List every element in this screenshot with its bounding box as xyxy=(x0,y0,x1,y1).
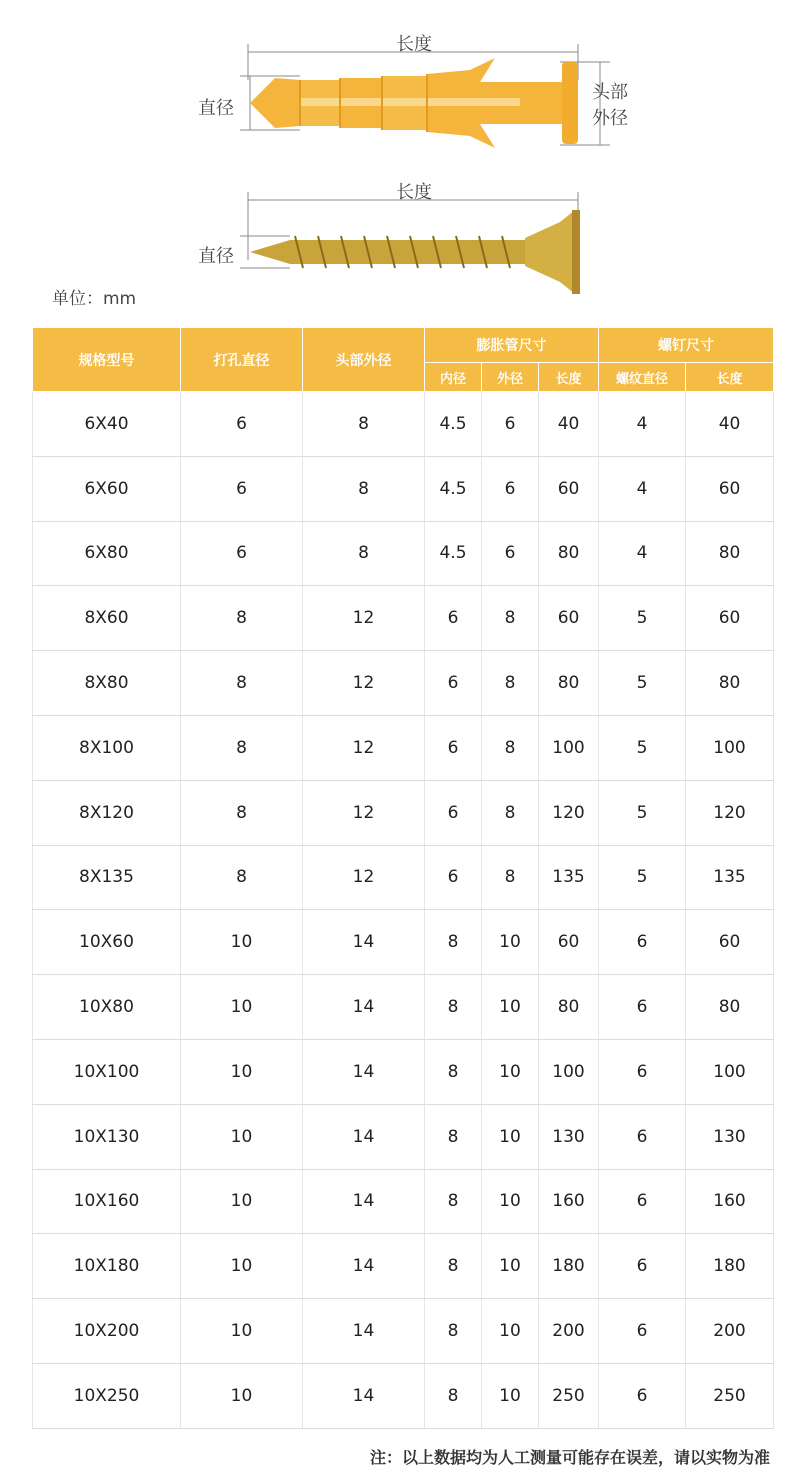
header-screw-size: 螺钉尺寸 xyxy=(599,328,774,363)
cell-outer: 8 xyxy=(482,780,539,845)
cell-drill-diameter: 10 xyxy=(181,1234,303,1299)
cell-drill-diameter: 10 xyxy=(181,1039,303,1104)
cell-screw-length: 80 xyxy=(686,521,774,586)
cell-thread-diameter: 4 xyxy=(599,392,686,457)
screw-icon xyxy=(250,210,580,294)
cell-anchor-length: 200 xyxy=(539,1299,599,1364)
cell-screw-length: 200 xyxy=(686,1299,774,1364)
cell-head-outer: 12 xyxy=(303,651,425,716)
cell-inner: 8 xyxy=(425,1234,482,1299)
cell-model: 10X130 xyxy=(33,1104,181,1169)
cell-inner: 8 xyxy=(425,1299,482,1364)
cell-anchor-length: 160 xyxy=(539,1169,599,1234)
anchor-length-label: 长度 xyxy=(396,34,432,55)
cell-anchor-length: 60 xyxy=(539,910,599,975)
cell-screw-length: 135 xyxy=(686,845,774,910)
cell-screw-length: 60 xyxy=(686,456,774,521)
cell-inner: 6 xyxy=(425,845,482,910)
cell-drill-diameter: 8 xyxy=(181,651,303,716)
cell-anchor-length: 80 xyxy=(539,651,599,716)
cell-model: 6X80 xyxy=(33,521,181,586)
screw-length-label: 长度 xyxy=(396,182,432,203)
cell-outer: 10 xyxy=(482,975,539,1040)
cell-head-outer: 14 xyxy=(303,1169,425,1234)
header-inner: 内径 xyxy=(425,363,482,392)
header-anchor-length: 长度 xyxy=(539,363,599,392)
cell-model: 6X40 xyxy=(33,392,181,457)
spec-table-body xyxy=(33,392,774,1429)
cell-screw-length: 80 xyxy=(686,651,774,716)
table-row xyxy=(33,456,774,521)
cell-inner: 8 xyxy=(425,1169,482,1234)
table-row xyxy=(33,1234,774,1299)
cell-drill-diameter: 6 xyxy=(181,456,303,521)
cell-inner: 6 xyxy=(425,651,482,716)
cell-head-outer: 8 xyxy=(303,521,425,586)
cell-screw-length: 100 xyxy=(686,1039,774,1104)
table-row xyxy=(33,1169,774,1234)
cell-thread-diameter: 5 xyxy=(599,586,686,651)
cell-model: 8X100 xyxy=(33,715,181,780)
cell-thread-diameter: 6 xyxy=(599,1363,686,1428)
cell-screw-length: 250 xyxy=(686,1363,774,1428)
cell-head-outer: 14 xyxy=(303,1299,425,1364)
cell-inner: 6 xyxy=(425,715,482,780)
cell-screw-length: 120 xyxy=(686,780,774,845)
cell-outer: 6 xyxy=(482,456,539,521)
spec-table xyxy=(32,327,774,1429)
product-diagram xyxy=(0,0,790,320)
cell-outer: 8 xyxy=(482,845,539,910)
cell-anchor-length: 130 xyxy=(539,1104,599,1169)
cell-outer: 10 xyxy=(482,1299,539,1364)
cell-drill-diameter: 6 xyxy=(181,392,303,457)
cell-inner: 4.5 xyxy=(425,456,482,521)
cell-head-outer: 14 xyxy=(303,1363,425,1428)
cell-thread-diameter: 4 xyxy=(599,456,686,521)
cell-model: 8X60 xyxy=(33,586,181,651)
anchor-head-label-1: 头部 xyxy=(592,82,628,103)
cell-model: 8X80 xyxy=(33,651,181,716)
cell-thread-diameter: 6 xyxy=(599,1104,686,1169)
cell-thread-diameter: 6 xyxy=(599,1234,686,1299)
cell-screw-length: 180 xyxy=(686,1234,774,1299)
unit-label: 单位：mm xyxy=(52,289,137,309)
cell-model: 10X250 xyxy=(33,1363,181,1428)
cell-anchor-length: 80 xyxy=(539,975,599,1040)
cell-drill-diameter: 10 xyxy=(181,1169,303,1234)
cell-model: 10X80 xyxy=(33,975,181,1040)
table-row xyxy=(33,1363,774,1428)
header-screw-length: 长度 xyxy=(686,363,774,392)
cell-outer: 6 xyxy=(482,521,539,586)
cell-outer: 10 xyxy=(482,1169,539,1234)
cell-screw-length: 60 xyxy=(686,910,774,975)
cell-drill-diameter: 8 xyxy=(181,715,303,780)
header-head-outer: 头部外径 xyxy=(303,328,425,392)
cell-model: 8X120 xyxy=(33,780,181,845)
cell-drill-diameter: 10 xyxy=(181,975,303,1040)
cell-outer: 10 xyxy=(482,1104,539,1169)
cell-thread-diameter: 5 xyxy=(599,845,686,910)
table-row xyxy=(33,780,774,845)
cell-head-outer: 14 xyxy=(303,1039,425,1104)
cell-anchor-length: 180 xyxy=(539,1234,599,1299)
cell-drill-diameter: 10 xyxy=(181,910,303,975)
cell-thread-diameter: 6 xyxy=(599,1299,686,1364)
table-row xyxy=(33,586,774,651)
disclaimer-note: 注：以上数据均为人工测量可能存在误差，请以实物为准 xyxy=(369,1448,770,1467)
cell-model: 10X200 xyxy=(33,1299,181,1364)
cell-model: 8X135 xyxy=(33,845,181,910)
cell-drill-diameter: 8 xyxy=(181,586,303,651)
cell-thread-diameter: 6 xyxy=(599,975,686,1040)
cell-outer: 10 xyxy=(482,910,539,975)
wall-anchor-icon xyxy=(250,58,578,148)
cell-head-outer: 14 xyxy=(303,975,425,1040)
cell-screw-length: 60 xyxy=(686,586,774,651)
cell-head-outer: 8 xyxy=(303,392,425,457)
cell-inner: 8 xyxy=(425,975,482,1040)
table-row xyxy=(33,521,774,586)
anchor-screw-drawing xyxy=(0,0,790,320)
cell-thread-diameter: 6 xyxy=(599,910,686,975)
cell-inner: 6 xyxy=(425,780,482,845)
cell-outer: 6 xyxy=(482,392,539,457)
cell-head-outer: 12 xyxy=(303,715,425,780)
cell-inner: 4.5 xyxy=(425,521,482,586)
cell-drill-diameter: 6 xyxy=(181,521,303,586)
cell-screw-length: 40 xyxy=(686,392,774,457)
cell-screw-length: 160 xyxy=(686,1169,774,1234)
cell-drill-diameter: 10 xyxy=(181,1299,303,1364)
cell-inner: 8 xyxy=(425,1039,482,1104)
cell-head-outer: 12 xyxy=(303,586,425,651)
header-anchor-size: 膨胀管尺寸 xyxy=(425,328,599,363)
cell-anchor-length: 40 xyxy=(539,392,599,457)
table-row xyxy=(33,1039,774,1104)
cell-drill-diameter: 8 xyxy=(181,845,303,910)
cell-model: 10X160 xyxy=(33,1169,181,1234)
cell-screw-length: 80 xyxy=(686,975,774,1040)
header-drill-diameter: 打孔直径 xyxy=(181,328,303,392)
cell-thread-diameter: 6 xyxy=(599,1169,686,1234)
table-row xyxy=(33,1104,774,1169)
cell-outer: 10 xyxy=(482,1039,539,1104)
table-row xyxy=(33,845,774,910)
cell-model: 10X180 xyxy=(33,1234,181,1299)
header-model: 规格型号 xyxy=(33,328,181,392)
cell-head-outer: 12 xyxy=(303,845,425,910)
screw-diameter-label: 直径 xyxy=(198,246,234,267)
cell-outer: 8 xyxy=(482,715,539,780)
cell-model: 10X100 xyxy=(33,1039,181,1104)
cell-inner: 8 xyxy=(425,1363,482,1428)
cell-drill-diameter: 8 xyxy=(181,780,303,845)
cell-head-outer: 12 xyxy=(303,780,425,845)
cell-thread-diameter: 5 xyxy=(599,651,686,716)
table-row xyxy=(33,910,774,975)
cell-head-outer: 14 xyxy=(303,910,425,975)
cell-inner: 4.5 xyxy=(425,392,482,457)
cell-outer: 10 xyxy=(482,1234,539,1299)
anchor-head-label-2: 外径 xyxy=(592,108,628,129)
cell-anchor-length: 250 xyxy=(539,1363,599,1428)
cell-anchor-length: 80 xyxy=(539,521,599,586)
cell-thread-diameter: 6 xyxy=(599,1039,686,1104)
cell-head-outer: 14 xyxy=(303,1104,425,1169)
table-row xyxy=(33,975,774,1040)
cell-outer: 8 xyxy=(482,586,539,651)
header-outer: 外径 xyxy=(482,363,539,392)
cell-anchor-length: 60 xyxy=(539,586,599,651)
anchor-diameter-label: 直径 xyxy=(198,98,234,119)
cell-drill-diameter: 10 xyxy=(181,1104,303,1169)
cell-outer: 10 xyxy=(482,1363,539,1428)
table-row xyxy=(33,651,774,716)
cell-anchor-length: 135 xyxy=(539,845,599,910)
cell-thread-diameter: 5 xyxy=(599,715,686,780)
cell-head-outer: 14 xyxy=(303,1234,425,1299)
cell-head-outer: 8 xyxy=(303,456,425,521)
table-row xyxy=(33,1299,774,1364)
cell-screw-length: 130 xyxy=(686,1104,774,1169)
cell-thread-diameter: 4 xyxy=(599,521,686,586)
header-thread-diameter: 螺纹直径 xyxy=(599,363,686,392)
cell-inner: 8 xyxy=(425,910,482,975)
cell-drill-diameter: 10 xyxy=(181,1363,303,1428)
cell-outer: 8 xyxy=(482,651,539,716)
table-row xyxy=(33,392,774,457)
cell-thread-diameter: 5 xyxy=(599,780,686,845)
cell-inner: 8 xyxy=(425,1104,482,1169)
cell-model: 10X60 xyxy=(33,910,181,975)
cell-anchor-length: 100 xyxy=(539,1039,599,1104)
table-row xyxy=(33,715,774,780)
cell-anchor-length: 120 xyxy=(539,780,599,845)
cell-inner: 6 xyxy=(425,586,482,651)
cell-model: 6X60 xyxy=(33,456,181,521)
cell-screw-length: 100 xyxy=(686,715,774,780)
cell-anchor-length: 60 xyxy=(539,456,599,521)
cell-anchor-length: 100 xyxy=(539,715,599,780)
